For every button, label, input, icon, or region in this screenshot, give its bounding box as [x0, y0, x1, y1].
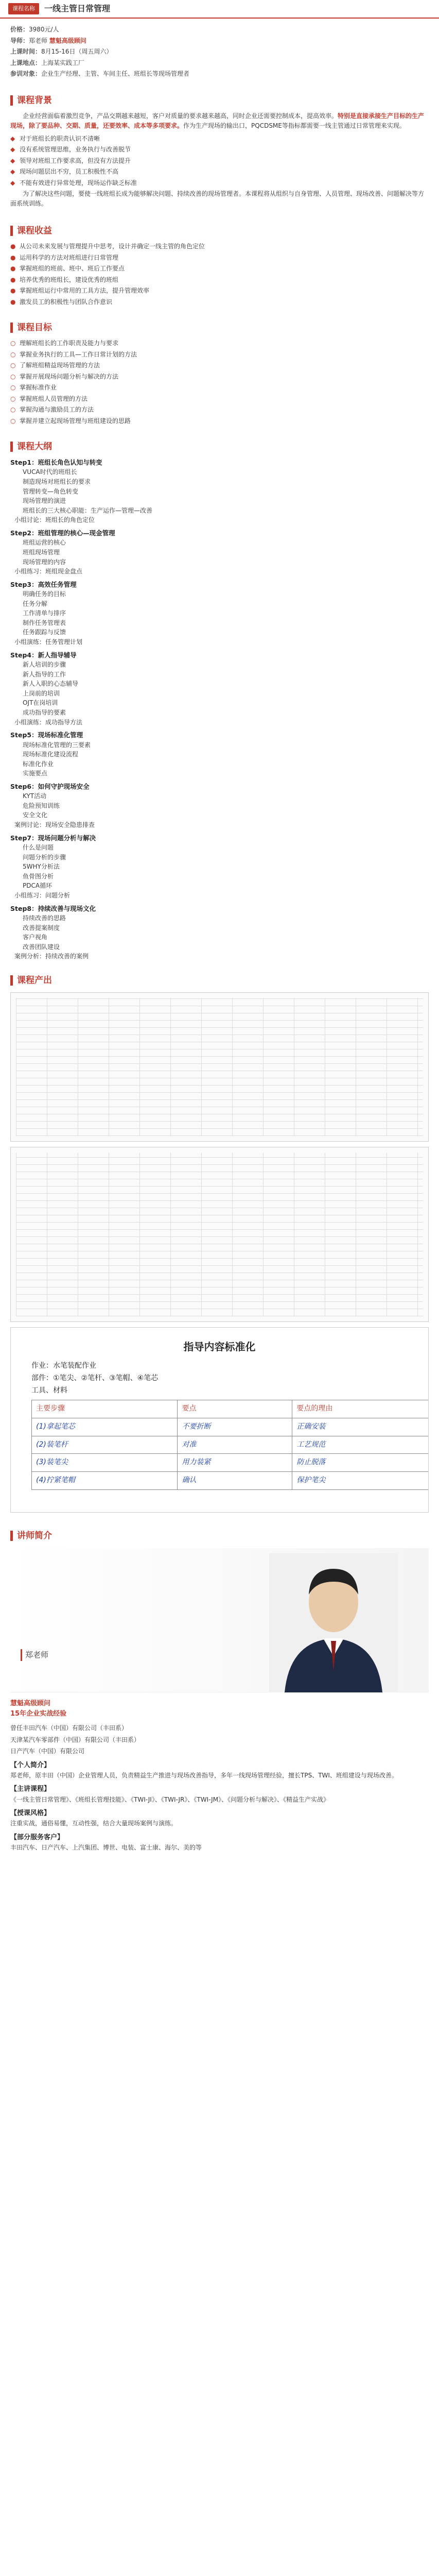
outline-sub-item: 实施要点 — [23, 770, 48, 777]
outline-sub-item: OJT在岗培训 — [23, 699, 58, 707]
standard-table — [31, 1400, 429, 1489]
bio-line: 天津某汽车零部件（中国）有限公司（丰田系） — [10, 1736, 141, 1743]
meta-price: 价格：3980元/人 — [10, 26, 59, 33]
outline-sub-item: 管理转变—角色转变 — [23, 487, 79, 495]
circle-icon: ○ — [10, 395, 16, 402]
output-section — [0, 963, 439, 1520]
table-row: (3)装笔尖 用力装紧 防止脱落 — [32, 1454, 429, 1472]
outline-note: 小组练习：问题分析 — [14, 892, 71, 899]
background-section — [0, 83, 439, 214]
list-item: ○ 掌握标准作业 — [10, 383, 429, 393]
meta-teacher: 导师：郑老师 慧魁高级顾问 — [10, 37, 86, 44]
outline-sub-item: 上岗前的培训 — [23, 689, 60, 697]
outline-sub-item: 问题分析的步骤 — [23, 853, 66, 861]
table-row: (2)装笔杆 对准 工艺规范 — [32, 1436, 429, 1454]
dot-icon: ● — [10, 253, 16, 261]
circle-icon: ○ — [10, 350, 16, 358]
outline-sub-item: 客户视角 — [23, 934, 48, 941]
list-item: ◆ 现场问题层出不穷，员工积极性不高 — [10, 167, 429, 177]
output-table-image — [10, 1147, 429, 1322]
list-item: ◆ 没有系统管理思维，业务执行与改善脱节 — [10, 145, 429, 155]
outline-sub-item: 现场标准化管理的三要素 — [23, 741, 91, 749]
outline-sub-item: PDCA循环 — [23, 882, 52, 890]
gains-section — [0, 214, 439, 311]
outline-step: Step3：高效任务管理 — [10, 580, 77, 588]
list-item: ● 培养优秀的班组长，建设优秀的班组 — [10, 275, 429, 285]
circle-icon: ○ — [10, 417, 16, 425]
outline-title: 课程大纲 — [17, 441, 52, 452]
outline-sub-item: 新人入职的心态辅导 — [23, 680, 79, 688]
cases-text: 《一线主管日常管理》、《班组长管理技能》、《TWI-JI》、《TWI-JR》、《TWI-JM》、《问题分析与解决》、《精益生产实战》 — [10, 1795, 330, 1803]
targets-title: 课程目标 — [17, 322, 52, 333]
outline-sub-item: 任务分解 — [23, 600, 48, 607]
instructor-tags — [0, 1698, 439, 1720]
outline-sub-item: 改善提案制度 — [23, 924, 60, 931]
outline-sub-item: VUCA时代的班组长 — [23, 468, 77, 476]
background-title: 课程背景 — [17, 95, 52, 106]
outline-step: Step4：新人指导辅导 — [10, 651, 77, 659]
personal-text: 郑老师，原丰田（中国）企业管理人员，负责精益生产推进与现场改善指导，多年一线现场管理经验，擅长TPS、TWI、班组建设与现场改善。 — [10, 1771, 398, 1779]
instructor-title: 讲师简介 — [17, 1531, 52, 1541]
background-paragraph-2: 为了解决这些问题，要使一线班组长成为能够解决问题、持续改善的现场管理者。本课程将从组织与自身管理、人员管理、现场改善、问题解决等方面系统训练。 — [10, 190, 425, 208]
background-paragraph: 企业经营面临着激烈竞争，产品交期越来越短，客户对质量的要求越来越高，同时企业还需要控制成本，提高效率。特别是直接承接生产目标的生产现场，除了要品种、交期、质量，还要效率、成本等多项要求。作为生产现场的输出口，PQCDSME等指标都需要一线主管通过日常管理来实现。 — [10, 112, 425, 129]
table-header: 要点 — [178, 1400, 292, 1418]
cases-title: 【主讲课程】 — [10, 1785, 51, 1793]
list-item: ◆ 不能有效进行异常处理，现场运作缺乏标准 — [10, 178, 429, 188]
list-item: ● 运用科学的方法对班组进行日常管理 — [10, 253, 429, 263]
targets-section — [0, 311, 439, 430]
circle-icon: ○ — [10, 406, 16, 414]
course-title: 一线主管日常管理 — [44, 3, 111, 13]
diamond-icon: ◆ — [10, 157, 15, 164]
outline-note: 小组演练：成功指导方法 — [14, 718, 83, 726]
instructor-tag-2: 15年企业实战经验 — [10, 1709, 67, 1718]
parts-line: 部件：①笔尖、②笔杆、③笔帽、④笔芯 — [31, 1374, 159, 1383]
bio-line: 日产汽车（中国）有限公司 — [10, 1748, 85, 1755]
dot-icon: ● — [10, 298, 16, 306]
outline-sub-item: 持续改善的思路 — [23, 914, 66, 922]
outline-sub-item: 什么是问题 — [23, 844, 54, 852]
list-item: ○ 了解班组精益现场管理的方法 — [10, 361, 429, 370]
outline-step: Step6：如何守护现场安全 — [10, 782, 90, 790]
meta-audience: 参训对象：企业生产经理、主管、车间主任、班组长等现场管理者 — [10, 70, 190, 78]
outline-step: Step7：现场问题分析与解决 — [10, 834, 96, 842]
meta-time: 上课时间：8月15-16日（周五周六） — [10, 48, 113, 56]
diamond-icon: ◆ — [10, 146, 15, 154]
outline-sub-item: 新人指导的工作 — [23, 670, 66, 678]
instructor-photo — [269, 1553, 398, 1692]
course-meta — [0, 19, 439, 83]
outline-sub-item: 制作任务管理表 — [23, 619, 66, 626]
list-item: ○ 掌握业务执行的工具—工作日常计划的方法 — [10, 350, 429, 360]
list-item: ○ 理解班组长的工作职责及能力与要求 — [10, 338, 429, 348]
outline-sub-item: 新人培训的步骤 — [23, 661, 66, 668]
diamond-icon: ◆ — [10, 168, 15, 176]
diamond-icon: ◆ — [10, 179, 15, 187]
course-tag: 课程名称 — [8, 3, 39, 14]
dot-icon: ● — [10, 276, 16, 283]
outline-sub-item: 制造现场对班组长的要求 — [23, 478, 91, 485]
outline-sub-item: 改善团队建设 — [23, 943, 60, 951]
instructor-header — [0, 1529, 439, 1543]
style-title: 【授课风格】 — [10, 1809, 51, 1818]
gains-title: 课程收益 — [17, 225, 52, 236]
outline-sub-item: 成功指导的要素 — [23, 708, 66, 716]
list-item: ◆ 对于班组长的职责认识不清晰 — [10, 134, 429, 144]
instructor-bio — [0, 1720, 439, 1857]
outline-sub-item: 工作清单与排序 — [23, 609, 66, 617]
instructor-card — [10, 1548, 429, 1692]
circle-icon: ○ — [10, 339, 16, 347]
outline-note: 小组练习：班组现金盘点 — [14, 568, 83, 575]
outline-sub-item: 现场标准化建设流程 — [23, 751, 79, 758]
outline-sub-item: 标准化作业 — [23, 760, 54, 768]
outline-sub-item: 明确任务的目标 — [23, 590, 66, 598]
table-row: (4)拧紧笔帽 确认 保护笔尖 — [32, 1472, 429, 1490]
circle-icon: ○ — [10, 384, 16, 392]
output-form-image — [10, 992, 429, 1142]
targets-list — [10, 338, 429, 426]
outline-sub-item: 现场管理的内容 — [23, 558, 66, 566]
outline-sub-item: 班组现场管理 — [23, 548, 60, 556]
personal-title: 【个人简介】 — [10, 1761, 51, 1769]
meta-place: 上课地点：上海某实践工厂 — [10, 59, 85, 66]
style-text: 注重实战，通俗易懂，互动性强，结合大量现场案例与演练。 — [10, 1820, 178, 1827]
table-header: 要点的理由 — [292, 1400, 429, 1418]
table-row: (1)拿起笔芯 不要折断 正确安装 — [32, 1418, 429, 1436]
clients-title: 【部分服务客户】 — [10, 1833, 64, 1841]
background-list — [10, 134, 429, 188]
tool-line: 工具、材料 — [31, 1386, 67, 1395]
outline-note: 小组讨论：班组长的角色定位 — [14, 516, 95, 524]
dot-icon: ● — [10, 265, 16, 273]
outline-step: Step1：班组长角色认知与转变 — [10, 459, 102, 466]
list-item: ● 掌握班组运行中常用的工具方法，提升管理效率 — [10, 286, 429, 296]
circle-icon: ○ — [10, 362, 16, 369]
outline-body — [10, 457, 429, 961]
dot-icon: ● — [10, 287, 16, 295]
outline-sub-item: 鱼骨图分析 — [23, 872, 54, 880]
instructor-name: 郑老师 — [21, 1649, 48, 1661]
outline-note: 案例讨论：现场安全隐患排查 — [14, 821, 95, 829]
diamond-icon: ◆ — [10, 134, 15, 142]
bio-line: 曾任丰田汽车（中国）有限公司（丰田系） — [10, 1724, 128, 1732]
list-item: ○ 掌握班组人员管理的方法 — [10, 394, 429, 404]
outline-section — [0, 430, 439, 963]
list-item: ○ 掌握并建立起现场管理与班组建设的思路 — [10, 416, 429, 426]
list-item: ● 掌握班组的班前、班中、班后工作要点 — [10, 264, 429, 274]
top-bar — [0, 0, 439, 19]
outline-sub-item: KYT活动 — [23, 792, 47, 800]
output-standard-chart — [10, 1327, 429, 1513]
outline-note: 案例分析：持续改善的案例 — [14, 953, 89, 960]
instructor-tag-1: 慧魁高级顾问 — [10, 1699, 51, 1707]
outline-note: 小组演练：任务管理计划 — [14, 638, 83, 646]
outline-sub-item: 班组运营的核心 — [23, 539, 66, 547]
outline-sub-item: 班组长的三大核心职能：生产运作—管理—改善 — [23, 506, 153, 514]
outline-step: Step5：现场标准化管理 — [10, 731, 83, 739]
output-title: 课程产出 — [17, 975, 52, 986]
list-item: ● 从公司未来发展与管理提升中思考，设计并确定一线主管的角色定位 — [10, 242, 429, 251]
clients-text: 丰田汽车、日产汽车、上汽集团、博世、电装、富士康、海尔、美的等 — [10, 1844, 202, 1852]
dot-icon: ● — [10, 243, 16, 250]
list-item: ◆ 领导对班组工作要求高，但没有方法提升 — [10, 156, 429, 166]
outline-sub-item: 任务跟踪与反馈 — [23, 629, 66, 636]
outline-sub-item: 现场管理的演进 — [23, 497, 66, 505]
list-item: ○ 掌握沟通与激励员工的方法 — [10, 405, 429, 415]
outline-sub-item: 安全文化 — [23, 811, 48, 819]
list-item: ● 激发员工的积极性与团队合作意识 — [10, 297, 429, 307]
work-line: 作业：水笔装配作业 — [31, 1362, 96, 1370]
circle-icon: ○ — [10, 372, 16, 380]
outline-step: Step2：班组管理的核心—现金管理 — [10, 529, 115, 537]
outline-sub-item: 5WHY分析法 — [23, 863, 60, 871]
chart-title: 指导内容标准化 — [183, 1341, 256, 1353]
list-item: ○ 掌握开展现场问题分析与解决的方法 — [10, 372, 429, 382]
outline-step: Step8：持续改善与现场文化 — [10, 904, 96, 912]
outline-sub-item: 危险预知训练 — [23, 802, 60, 809]
table-header: 主要步骤 — [32, 1400, 178, 1418]
gains-list — [10, 242, 429, 307]
